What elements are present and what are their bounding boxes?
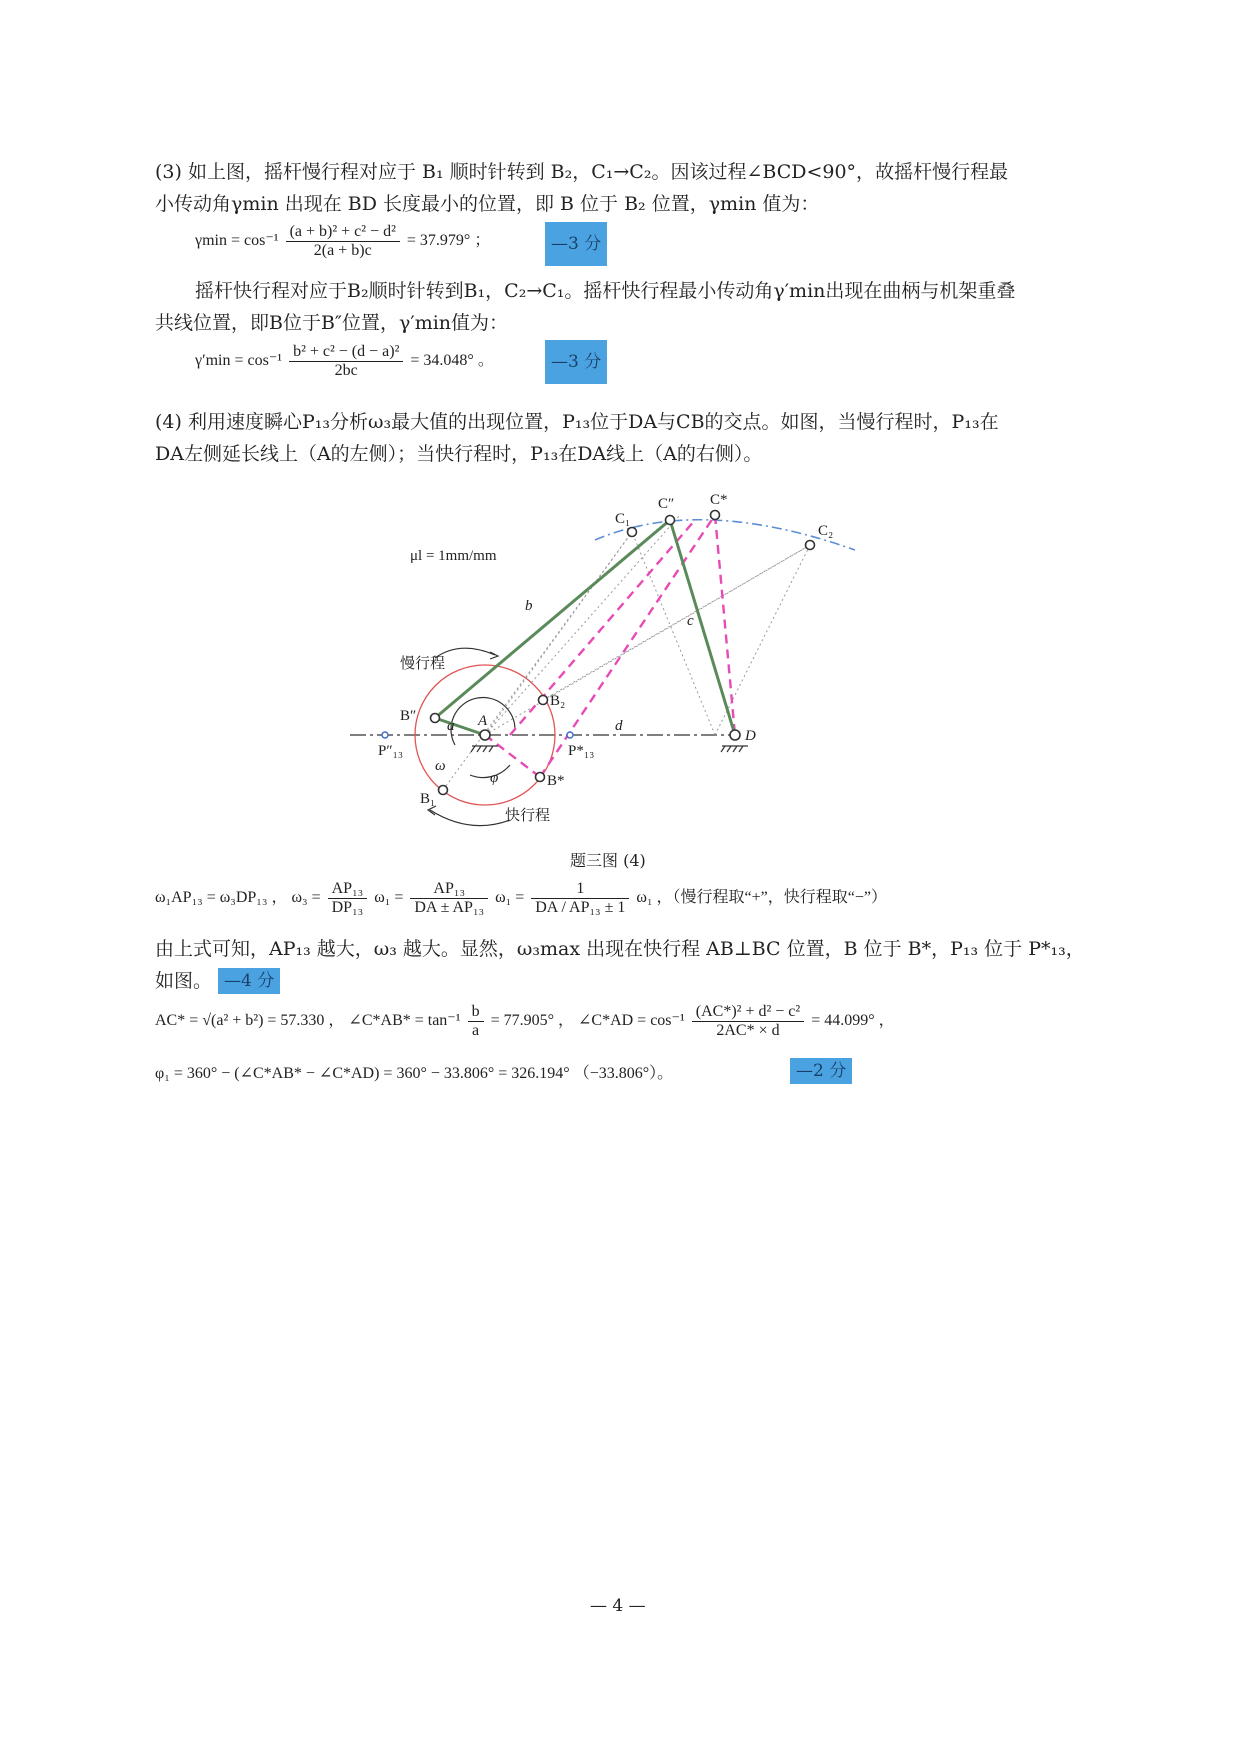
- label-phi: φ: [490, 770, 499, 786]
- score-badge: —3 分: [545, 222, 607, 266]
- paragraph-line: (3) 如上图，摇杆慢行程对应于 B₁ 顺时针转到 B₂，C₁→C₂。因该过程∠BCD<90°，故摇杆慢行程最: [155, 161, 1009, 183]
- paragraph-line: 摇杆快行程对应于B₂顺时针转到B₁，C₂→C₁。摇杆快行程最小传动角γ′min出现在曲柄与机架重叠: [195, 280, 1016, 302]
- label-C-star: C*: [710, 492, 728, 508]
- score-badge: —2 分: [790, 1058, 852, 1084]
- label-slow-stroke: 慢行程: [400, 656, 446, 672]
- label-A: A: [478, 713, 488, 729]
- label-B1: B₁: [420, 791, 436, 807]
- paragraph-line: (4) 利用速度瞬心P₁₃分析ω₃最大值的出现位置，P₁₃位于DA与CB的交点。如图，当慢行程时，P₁₃在: [155, 411, 999, 433]
- page-number: — 4 —: [590, 1596, 646, 1616]
- label-a: a: [447, 718, 455, 734]
- mechanism-figure: [350, 490, 870, 840]
- label-d: d: [615, 718, 623, 734]
- figure-caption: 题三图 (4): [570, 851, 646, 870]
- label-omega: ω: [435, 758, 446, 774]
- label-C2: C₂: [818, 523, 834, 539]
- label-C-double-prime: C″: [658, 496, 675, 512]
- score-badge: —4 分: [218, 968, 280, 994]
- label-B-double-prime: B″: [400, 708, 417, 724]
- paragraph-line: 小传动角γmin 出现在 BD 长度最小的位置，即 B 位于 B₂ 位置，γmin 值为：: [155, 193, 820, 215]
- equation-omega3: ω₁AP₁₃ = ω₃DP₁₃ ， ω₃ = $\frac{\text{AP₁₃}}{\text{DP₁₃}}$ ω₁ = $\frac{\text{AP₁₃}}{\text{DA ± AP₁₃}}$ ω₁ = $\frac{1}{\text{DA / AP₁₃ ± 1}}$ ω₁ ，（慢行程取“+”，快行程取“−”）: [155, 880, 887, 916]
- label-P13-double-prime: P″₁₃: [378, 743, 404, 759]
- score-badge: —3 分: [545, 340, 607, 384]
- equation-gamma-min-prime: γ′min = cos⁻¹ $\frac{\text{b² + c² − (d − a)²}}{2bc}$ = 34.048° 。: [195, 343, 494, 379]
- label-C1: C₁: [615, 511, 631, 527]
- paragraph-line: DA左侧延长线上（A的左侧）；当快行程时，P₁₃在DA线上（A的右侧）。: [155, 443, 763, 465]
- paragraph-line: 共线位置，即B位于B″位置，γ′min值为：: [155, 312, 509, 334]
- label-P13-star: P*₁₃: [568, 743, 595, 759]
- scale-label: μl = 1mm/mm: [410, 548, 497, 564]
- label-fast-stroke: 快行程: [505, 808, 551, 824]
- equation-gamma-min: γmin = cos⁻¹ $\frac{\text{(a + b)² + c² − d²}}{2(a + b)c}$ = 37.979° ；: [195, 223, 491, 259]
- label-B-star: B*: [547, 773, 565, 789]
- paragraph-line: 由上式可知，AP₁₃ 越大，ω₃ 越大。显然，ω₃max 出现在快行程 AB⊥BC 位置，B 位于 B*，P₁₃ 位于 P*₁₃，: [155, 938, 1085, 960]
- equation-AC-star: AC* = √(a² + b²) = 57.330 ， ∠C*AB* = tan⁻¹ $\frac{b}{a}$ = 77.905° ， ∠C*AD = cos⁻¹ $\frac{\text{(AC*)² + d² − c²}}{2AC* \times d}$ = 44.099° ，: [155, 1003, 895, 1039]
- label-b: b: [525, 598, 533, 614]
- paragraph-line: 如图。: [155, 970, 213, 992]
- fraction: $\frac{\text{(a + b)² + c² − d²}}{2(a + b)c}$: [286, 223, 400, 260]
- label-c: c: [687, 613, 694, 629]
- label-D: D: [745, 728, 756, 744]
- fraction: $\frac{\text{b² + c² − (d − a)²}}{2bc}$: [289, 343, 403, 380]
- label-B2: B₂: [550, 693, 566, 709]
- equation-phi1: φ₁ = 360° − (∠C*AB* − ∠C*AD) = 360° − 33.806° = 326.194° （−33.806°）。: [155, 1065, 674, 1082]
